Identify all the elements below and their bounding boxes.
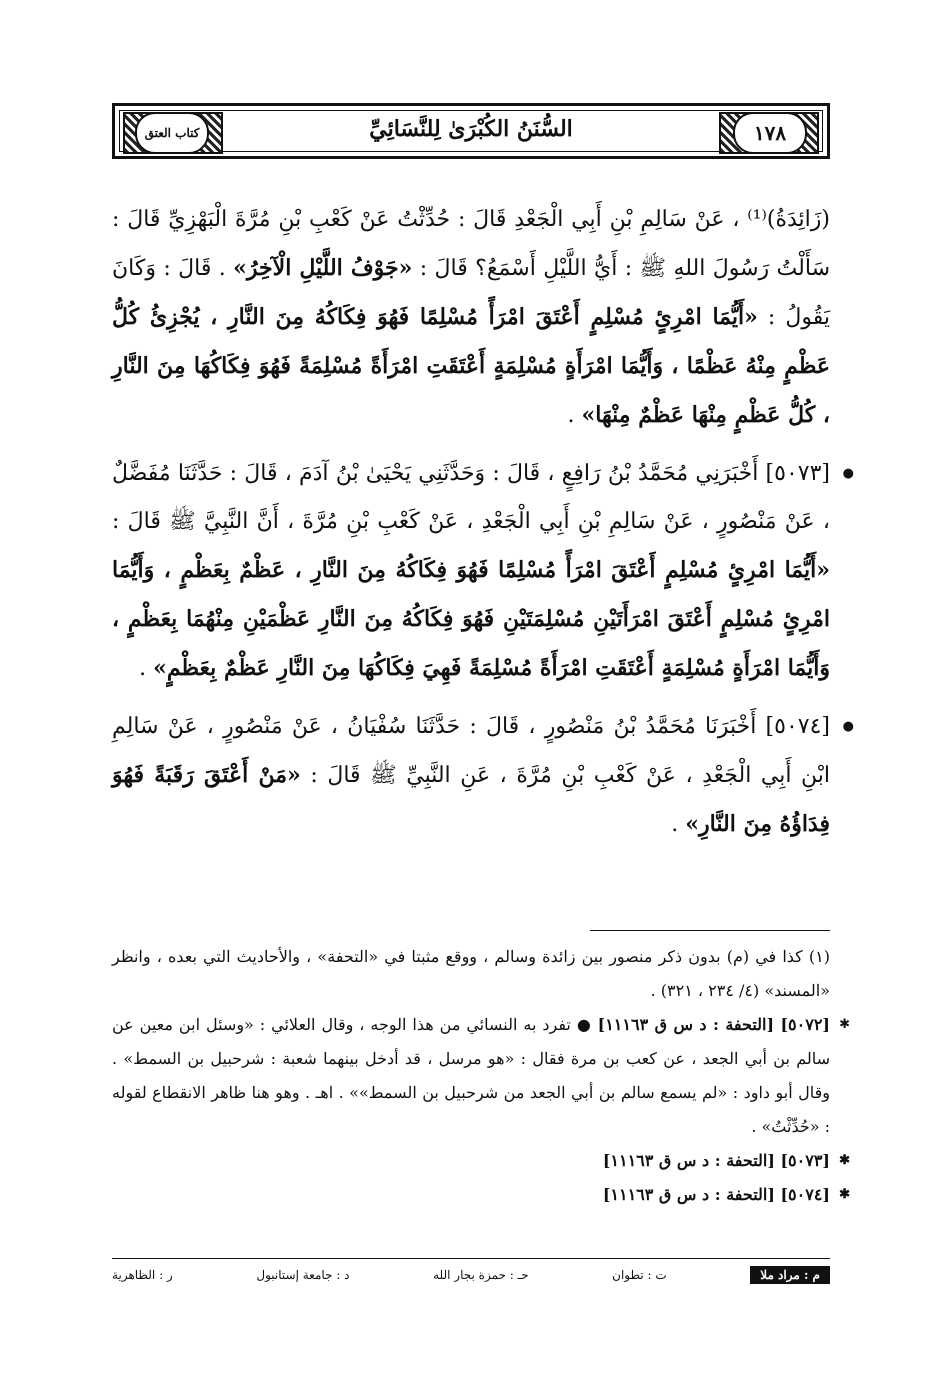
manuscript-tag-h: حـ : حمزة بجار الله [433, 1268, 529, 1282]
hadith-quote: «جَوْفُ اللَّيْلِ الْآخِرُ» [233, 255, 413, 281]
main-text [112, 196, 830, 859]
text-line: . [139, 656, 154, 681]
hadith-quote: «أَيُّمَا امْرِئٍ مُسْلِمٍ أَعْتَقَ امْرَأً مُسْلِمًا فَهُوَ فِكَاكُهُ مِنَ النَّارِ ، يُجْزِئُ كُلُّ عَظْمٍ مِنْهُ عَظْمًا ، وَأَيُّمَا امْرَأَةٍ مُسْلِمَةٍ أَعْتَقَتِ امْرَأَةً مُسْلِمَةً فَهُوَ فِكَاكُهَا مِنَ النَّارِ ، كُلُّ عَظْمٍ مِنْهَا عَظْمٌ مِنْهَا» [112, 304, 830, 428]
manuscript-tag-m: م : مراد ملا [750, 1266, 830, 1284]
text-line: (زَائِدَةُ)⁽¹⁾ ، عَنْ سَالِمِ بْنِ أَبِي الْجَعْدِ قَالَ : حُدِّثْتُ عَنْ كَعْبِ بْنِ مُرَّةَ الْبَهْزِيِّ [168, 207, 830, 232]
text-line: قَالَ : سَأَلْتُ رَسُولَ اللهِ ﷺ : أَيُّ اللَّيْلِ أَسْمَعُ؟ قَالَ : [112, 207, 831, 281]
takhrij-5072 [112, 1008, 830, 1144]
footer-separator [112, 1258, 830, 1259]
hadith-5073 [112, 450, 830, 693]
isnad-text: [٥٠٧٤] أَخْبَرَنَا مُحَمَّدُ بْنُ مَنْصُورٍ ، قَالَ : حَدَّثَنَا سُفْيَانُ ، عَنْ مَنْصُورٍ ، عَنْ سَالِمِ ابْنِ أَبِي الْجَعْدِ ، عَنْ كَعْبِ بْنِ مُرَّةَ ، عَنِ النَّبِيِّ ﷺ قَالَ : [112, 714, 831, 788]
text-line: . [567, 403, 582, 428]
footnote-separator [590, 930, 830, 931]
text-line: . [671, 812, 686, 837]
text-line: وَكَانَ يَقُولُ : [112, 256, 830, 330]
takhrij-5073: ✱ [٥٠٧٣] [التحفة : د س ق ١١١٦٣] [112, 1144, 830, 1178]
hadith-5074 [112, 703, 830, 849]
footnote-1: (١) كذا في (م) بدون ذكر منصور بين زائدة وسالم ، ووقع مثبتا في «التحفة» ، والأحاديث التي بعده ، وانظر «المسند» (٤/ ٢٣٤ ، ٣٢١) . [112, 947, 830, 1000]
takhrij-ref: [٥٠٧٢] [التحفة : د س ق ١١١٦٣] [597, 1015, 830, 1034]
page-number: ١٧٨ [733, 112, 807, 154]
hadith-quote: «أَيُّمَا امْرِئٍ مُسْلِمٍ أَعْتَقَ امْرَأً مُسْلِمًا فَهُوَ فِكَاكُهُ مِنَ النَّارِ ، عَظْمٌ بِعَظْمٍ ، وَأَيُّمَا امْرِئٍ مُسْلِمٍ أَعْتَقَ امْرَأَتَيْنِ مُسْلِمَتَيْنِ فَهُوَ فِكَاكُهُ مِنَ النَّارِ عَظْمَيْنِ مِنْهُمَا بِعَظْمٍ ، وَأَيُّمَا امْرَأَةٍ مُسْلِمَةٍ أَعْتَقَتِ امْرَأَةً مُسْلِمَةً فَهِيَ فِكَاكُهَا مِنَ النَّارِ عَظْمٌ بِعَظْمٍ» [112, 557, 830, 681]
takhrij-5074: ✱ [٥٠٧٤] [التحفة : د س ق ١١١٦٣] [112, 1178, 830, 1212]
manuscript-tag-r: ر : الظاهرية [112, 1268, 173, 1282]
takhrij-note: ● تفرد به النسائي من هذا الوجه ، وقال العلائي : «وسئل ابن معين عن سالم بن أبي الجعد ، عن كعب بن مرة فقال : «هو مرسل ، قد أدخل بينهما شعبة : شرحبيل بن السمط» . وقال أبو داود : «لم يسمع سالم بن أبي الجعد من شرحبيل بن السمط»» . اهـ . وهو هنا ظاهر الانقطاع لقوله : «حُدِّثْتُ» . [112, 1015, 831, 1136]
manuscript-tag-d: د : جامعة إستانبول [256, 1268, 350, 1282]
manuscript-key [112, 1263, 830, 1287]
hadith-quote: «مَنْ أَعْتَقَ رَقَبَةً فَهُوَ فِدَاؤُهُ مِنَ النَّارِ» [112, 762, 830, 837]
running-title: السُّنَنُ الكُبْرَىٰ لِلنَّسَائِيِّ [369, 116, 573, 142]
book-logo: كتاب العتق [135, 112, 209, 154]
footnotes [112, 940, 830, 1212]
text-line: . قَالَ : [163, 256, 234, 281]
paragraph-continuation [112, 196, 830, 440]
isnad-text: [٥٠٧٣] أَخْبَرَنِي مُحَمَّدُ بْنُ رَافِعٍ ، قَالَ : وَحَدَّثَنِي يَحْيَىٰ بْنُ آدَمَ ، قَالَ : حَدَّثَنَا مُفَضَّلٌ ، عَنْ مَنْصُورٍ ، عَنْ سَالِمِ بْنِ أَبِي الْجَعْدِ ، عَنْ كَعْبِ بْنِ مُرَّةَ ، أَنَّ النَّبِيَّ ﷺ قَالَ : [112, 461, 830, 534]
manuscript-tag-t: ت : تطوان [612, 1268, 667, 1282]
page-header [112, 103, 830, 159]
